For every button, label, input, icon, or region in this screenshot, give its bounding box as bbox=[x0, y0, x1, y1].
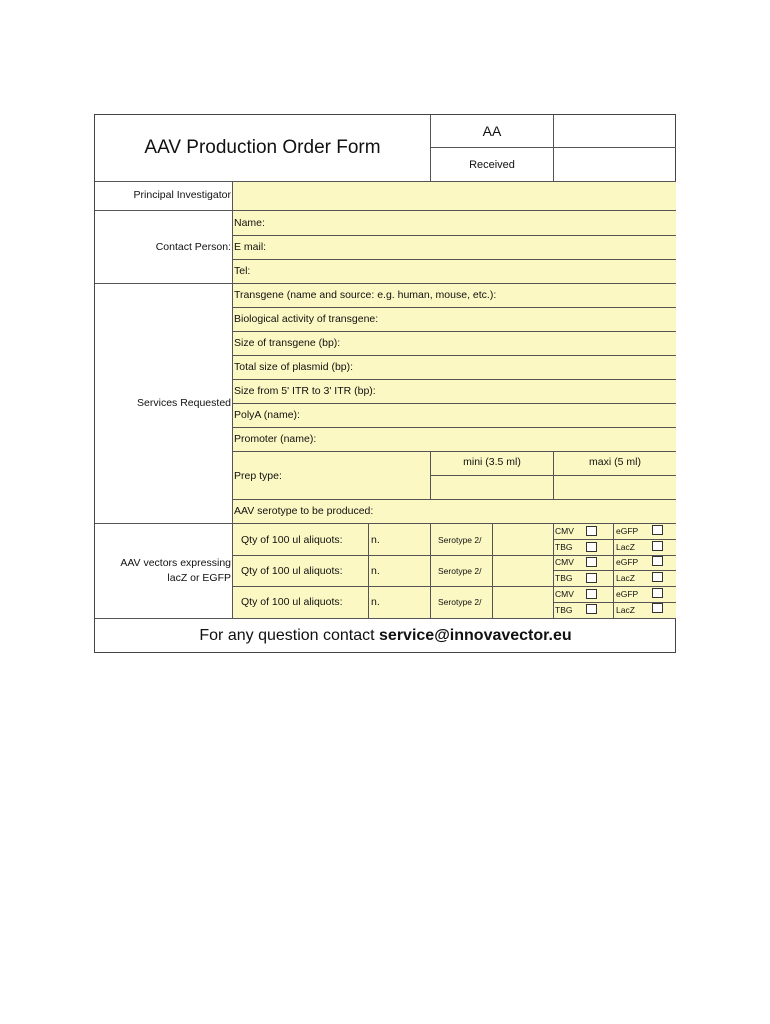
principal-investigator-label: Principal Investigator bbox=[133, 189, 231, 201]
promoter-field[interactable]: Promoter (name): bbox=[234, 433, 317, 445]
reporter-egfp-label: eGFP bbox=[616, 589, 639, 599]
qty-aliquots-label: Qty of 100 ul aliquots: bbox=[241, 565, 343, 577]
reporter-lacz-label: LacZ bbox=[616, 542, 635, 552]
prep-option-mini[interactable]: mini (3.5 ml) bbox=[463, 456, 521, 468]
egfp-checkbox[interactable] bbox=[652, 588, 663, 598]
contact-email-field[interactable]: E mail: bbox=[234, 241, 267, 253]
quantity-field[interactable]: n. bbox=[371, 596, 380, 608]
received-value-field[interactable] bbox=[554, 148, 676, 181]
lacz-checkbox[interactable] bbox=[652, 541, 663, 551]
lacz-checkbox[interactable] bbox=[652, 603, 663, 613]
footer-email-link[interactable]: service@innovavector.eu bbox=[379, 627, 572, 644]
contact-fields bbox=[233, 211, 676, 283]
reporter-lacz-label: LacZ bbox=[616, 605, 635, 615]
qty-aliquots-label: Qty of 100 ul aliquots: bbox=[241, 534, 343, 546]
footer-prefix: For any question contact bbox=[199, 627, 380, 644]
polya-field[interactable]: PolyA (name): bbox=[234, 409, 300, 421]
qty-aliquots-label: Qty of 100 ul aliquots: bbox=[241, 596, 343, 608]
tbg-checkbox[interactable] bbox=[586, 542, 597, 552]
services-requested-label: Services Requested bbox=[137, 397, 231, 409]
transgene-size-field[interactable]: Size of transgene (bp): bbox=[234, 337, 341, 349]
cmv-checkbox[interactable] bbox=[586, 589, 597, 599]
vectors-label-line2: lacZ or EGFP bbox=[167, 572, 231, 584]
reporter-egfp-label: eGFP bbox=[616, 557, 639, 567]
received-label: Received bbox=[469, 158, 515, 171]
cmv-checkbox[interactable] bbox=[586, 526, 597, 536]
tbg-checkbox[interactable] bbox=[586, 573, 597, 583]
promoter-cmv-label: CMV bbox=[555, 526, 574, 536]
contact-person-label: Contact Person: bbox=[155, 241, 231, 253]
quantity-field[interactable]: n. bbox=[371, 565, 380, 577]
serotype-label: Serotype 2/ bbox=[438, 566, 482, 576]
promoter-tbg-label: TBG bbox=[555, 542, 573, 552]
egfp-checkbox[interactable] bbox=[652, 525, 663, 535]
principal-investigator-field[interactable] bbox=[233, 182, 676, 210]
quantity-field[interactable]: n. bbox=[371, 534, 380, 546]
contact-name-field[interactable]: Name: bbox=[234, 217, 265, 229]
transgene-field[interactable]: Transgene (name and source: e.g. human, mouse, etc.): bbox=[234, 289, 497, 301]
vectors-label-line1: AAV vectors expressing bbox=[120, 557, 231, 569]
reporter-egfp-label: eGFP bbox=[616, 526, 639, 536]
promoter-tbg-label: TBG bbox=[555, 573, 573, 583]
prep-option-maxi[interactable]: maxi (5 ml) bbox=[589, 456, 641, 468]
received-label-cell bbox=[431, 148, 553, 181]
tbg-checkbox[interactable] bbox=[586, 604, 597, 614]
itr-size-field[interactable]: Size from 5' ITR to 3' ITR (bp): bbox=[234, 385, 376, 397]
serotype-value-field[interactable] bbox=[493, 587, 553, 618]
prep-mini-value-field[interactable] bbox=[431, 476, 553, 499]
footer-contact bbox=[95, 619, 676, 653]
egfp-checkbox[interactable] bbox=[652, 556, 663, 566]
form-title-text: AAV Production Order Form bbox=[144, 137, 381, 158]
contact-tel-field[interactable]: Tel: bbox=[234, 265, 251, 277]
aa-value-field[interactable] bbox=[554, 115, 676, 147]
prep-type-label: Prep type: bbox=[234, 470, 282, 482]
serotype-field[interactable]: AAV serotype to be produced: bbox=[234, 505, 374, 517]
aa-label: AA bbox=[482, 123, 502, 139]
serotype-label: Serotype 2/ bbox=[438, 535, 482, 545]
cmv-checkbox[interactable] bbox=[586, 557, 597, 567]
plasmid-size-field[interactable]: Total size of plasmid (bp): bbox=[234, 361, 354, 373]
lacz-checkbox[interactable] bbox=[652, 572, 663, 582]
biological-activity-field[interactable]: Biological activity of transgene: bbox=[234, 313, 379, 325]
promoter-cmv-label: CMV bbox=[555, 557, 574, 567]
serotype-label: Serotype 2/ bbox=[438, 597, 482, 607]
form-title bbox=[95, 115, 430, 181]
promoter-tbg-label: TBG bbox=[555, 605, 573, 615]
aa-label-cell bbox=[431, 115, 553, 147]
reporter-lacz-label: LacZ bbox=[616, 573, 635, 583]
promoter-cmv-label: CMV bbox=[555, 589, 574, 599]
order-form bbox=[94, 114, 676, 653]
serotype-value-field[interactable] bbox=[493, 556, 553, 586]
serotype-value-field[interactable] bbox=[493, 524, 553, 555]
prep-maxi-value-field[interactable] bbox=[554, 476, 676, 499]
